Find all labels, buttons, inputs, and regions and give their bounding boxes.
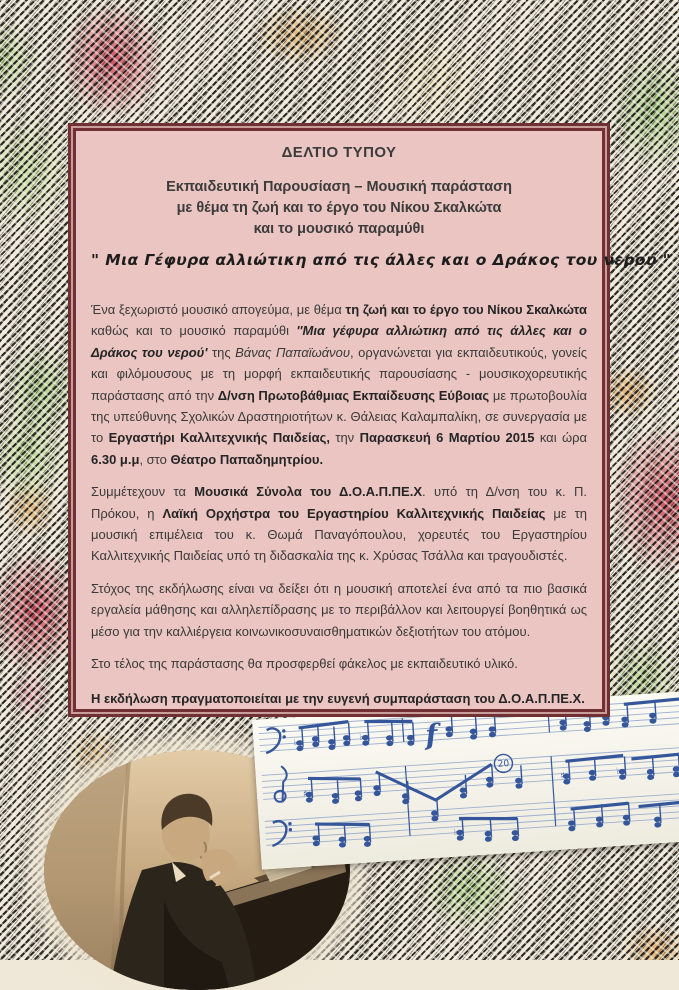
text-segment: καθώς και το μουσικό παραμύθι <box>91 323 297 339</box>
text-segment: Η εκδήλωση πραγματοποιείται με την ευγενή συμπαράσταση του Δ.Ο.Α.Π.ΠΕ.Χ. <box>91 690 585 706</box>
text-segment: Στόχος της εκδήλωσης είναι να δείξει ότι η μουσική αποτελεί ένα από τα πιο βασικά εργαλεία μάθησης και αλληλεπίδρασης με το περιβάλλον και λειτουργεί βοηθητικά ως μέσο για την καλλιέργεια κοινωνικοσυναισθηματικών δεξιοτήτων του ατόμου. <box>91 580 587 639</box>
text-segment: με πρωτοβουλία της υπεύθυνης Σχολικών Δραστηριοτήτων κ. Θάλειας Καλαμπαλίκη, σε συνεργασία με το <box>91 387 587 446</box>
text-segment: , οργανώνεται για εκπαιδευτικούς, γονείς και φιλόμουσους με τη μορφή εκπαιδευτικής παρουσίασης - μουσικοχορευτικής παράστασης από την <box>91 344 587 403</box>
flat-accidental: ♭ <box>615 766 621 777</box>
text-segment: την <box>329 430 360 446</box>
text-segment: 6.30 μ.μ <box>91 451 140 467</box>
text-segment: Εργαστήρι Καλλιτεχνικής Παιδείας, <box>108 430 330 446</box>
text-segment: . υπό τη Δ/νση του κ. Π. Πρόκου, η <box>91 484 587 521</box>
sharp-accidental: ♯ <box>560 771 566 782</box>
flat-accidental: ♭ <box>359 732 364 743</box>
paragraph-goal <box>91 578 587 642</box>
text-segment: Λαϊκή Ορχήστρα του Εργαστηρίου Καλλιτεχνικής Παιδείας <box>162 505 546 521</box>
bar-number: 20 <box>497 759 510 770</box>
forte-dynamic-marking: f <box>424 717 439 752</box>
subtitle-line: με θέμα τη ζωή και το έργο του Νίκου Σκαλκώτα <box>176 200 502 216</box>
text-segment: Μουσικά Σύνολα του Δ.Ο.Α.Π.ΠΕ.Χ <box>194 484 423 500</box>
text-segment: Παρασκευή 6 Μαρτίου 2015 <box>359 430 535 446</box>
text-segment: με τη μουσική επιμέλεια του κ. Θωμά Παναγόπουλου, χορευτές του Εργαστηρίου Καλλιτεχνικής Παιδείας υπό τη διδασκαλία της κ. Χρύσας Τσάλλα και τραγουδιστές. <box>91 505 588 564</box>
flat-accidental: ♭ <box>453 827 459 838</box>
paragraph-sponsor <box>91 688 587 709</box>
flat-accidental: ♭ <box>293 738 299 749</box>
text-segment: ''Μια γέφυρα αλλιώτικη από τις άλλες και ο Δράκος του νερού' <box>91 323 587 360</box>
text-segment: , στο <box>139 451 171 467</box>
event-subtitle <box>91 177 587 240</box>
text-segment: Δ/νση Πρωτοβάθμιας Εκπαίδευσης Εύβοιας <box>217 387 490 403</box>
press-release-header: ΔΕΛΤΙΟ ΤΥΠΟΥ <box>281 144 397 161</box>
text-segment: Στο τέλος της παράστασης θα προσφερθεί φάκελος με εκπαιδευτικό υλικό. <box>91 656 518 672</box>
text-segment: της <box>207 344 236 360</box>
paragraph-event-description <box>91 299 587 470</box>
text-segment: τη ζωή και το έργο του Νίκου Σκαλκώτα <box>345 302 587 317</box>
text-segment: Βάνας Παπαϊωάνου <box>235 344 351 360</box>
sharp-accidental: ♯ <box>302 789 308 800</box>
subtitle-line: Εκπαιδευτική Παρουσίαση – Μουσική παράσταση <box>166 179 512 195</box>
text-segment: και ώρα <box>534 430 588 446</box>
paragraph-participants <box>91 481 587 567</box>
text-segment: Ένα ξεχωριστό μουσικό απογεύμα, με θέμα <box>91 302 346 317</box>
paragraph-material <box>91 653 587 674</box>
text-segment: Συμμέτεχουν τα <box>91 484 195 500</box>
event-title-quote: " Μια Γέφυρα αλλιώτικη από τις άλλες και ο Δράκος του νερού " <box>91 251 672 269</box>
subtitle-line: και το μουσικό παραμύθι <box>253 221 425 237</box>
text-segment: Θέατρο Παπαδημητρίου. <box>170 451 324 467</box>
press-release-panel <box>68 123 672 717</box>
